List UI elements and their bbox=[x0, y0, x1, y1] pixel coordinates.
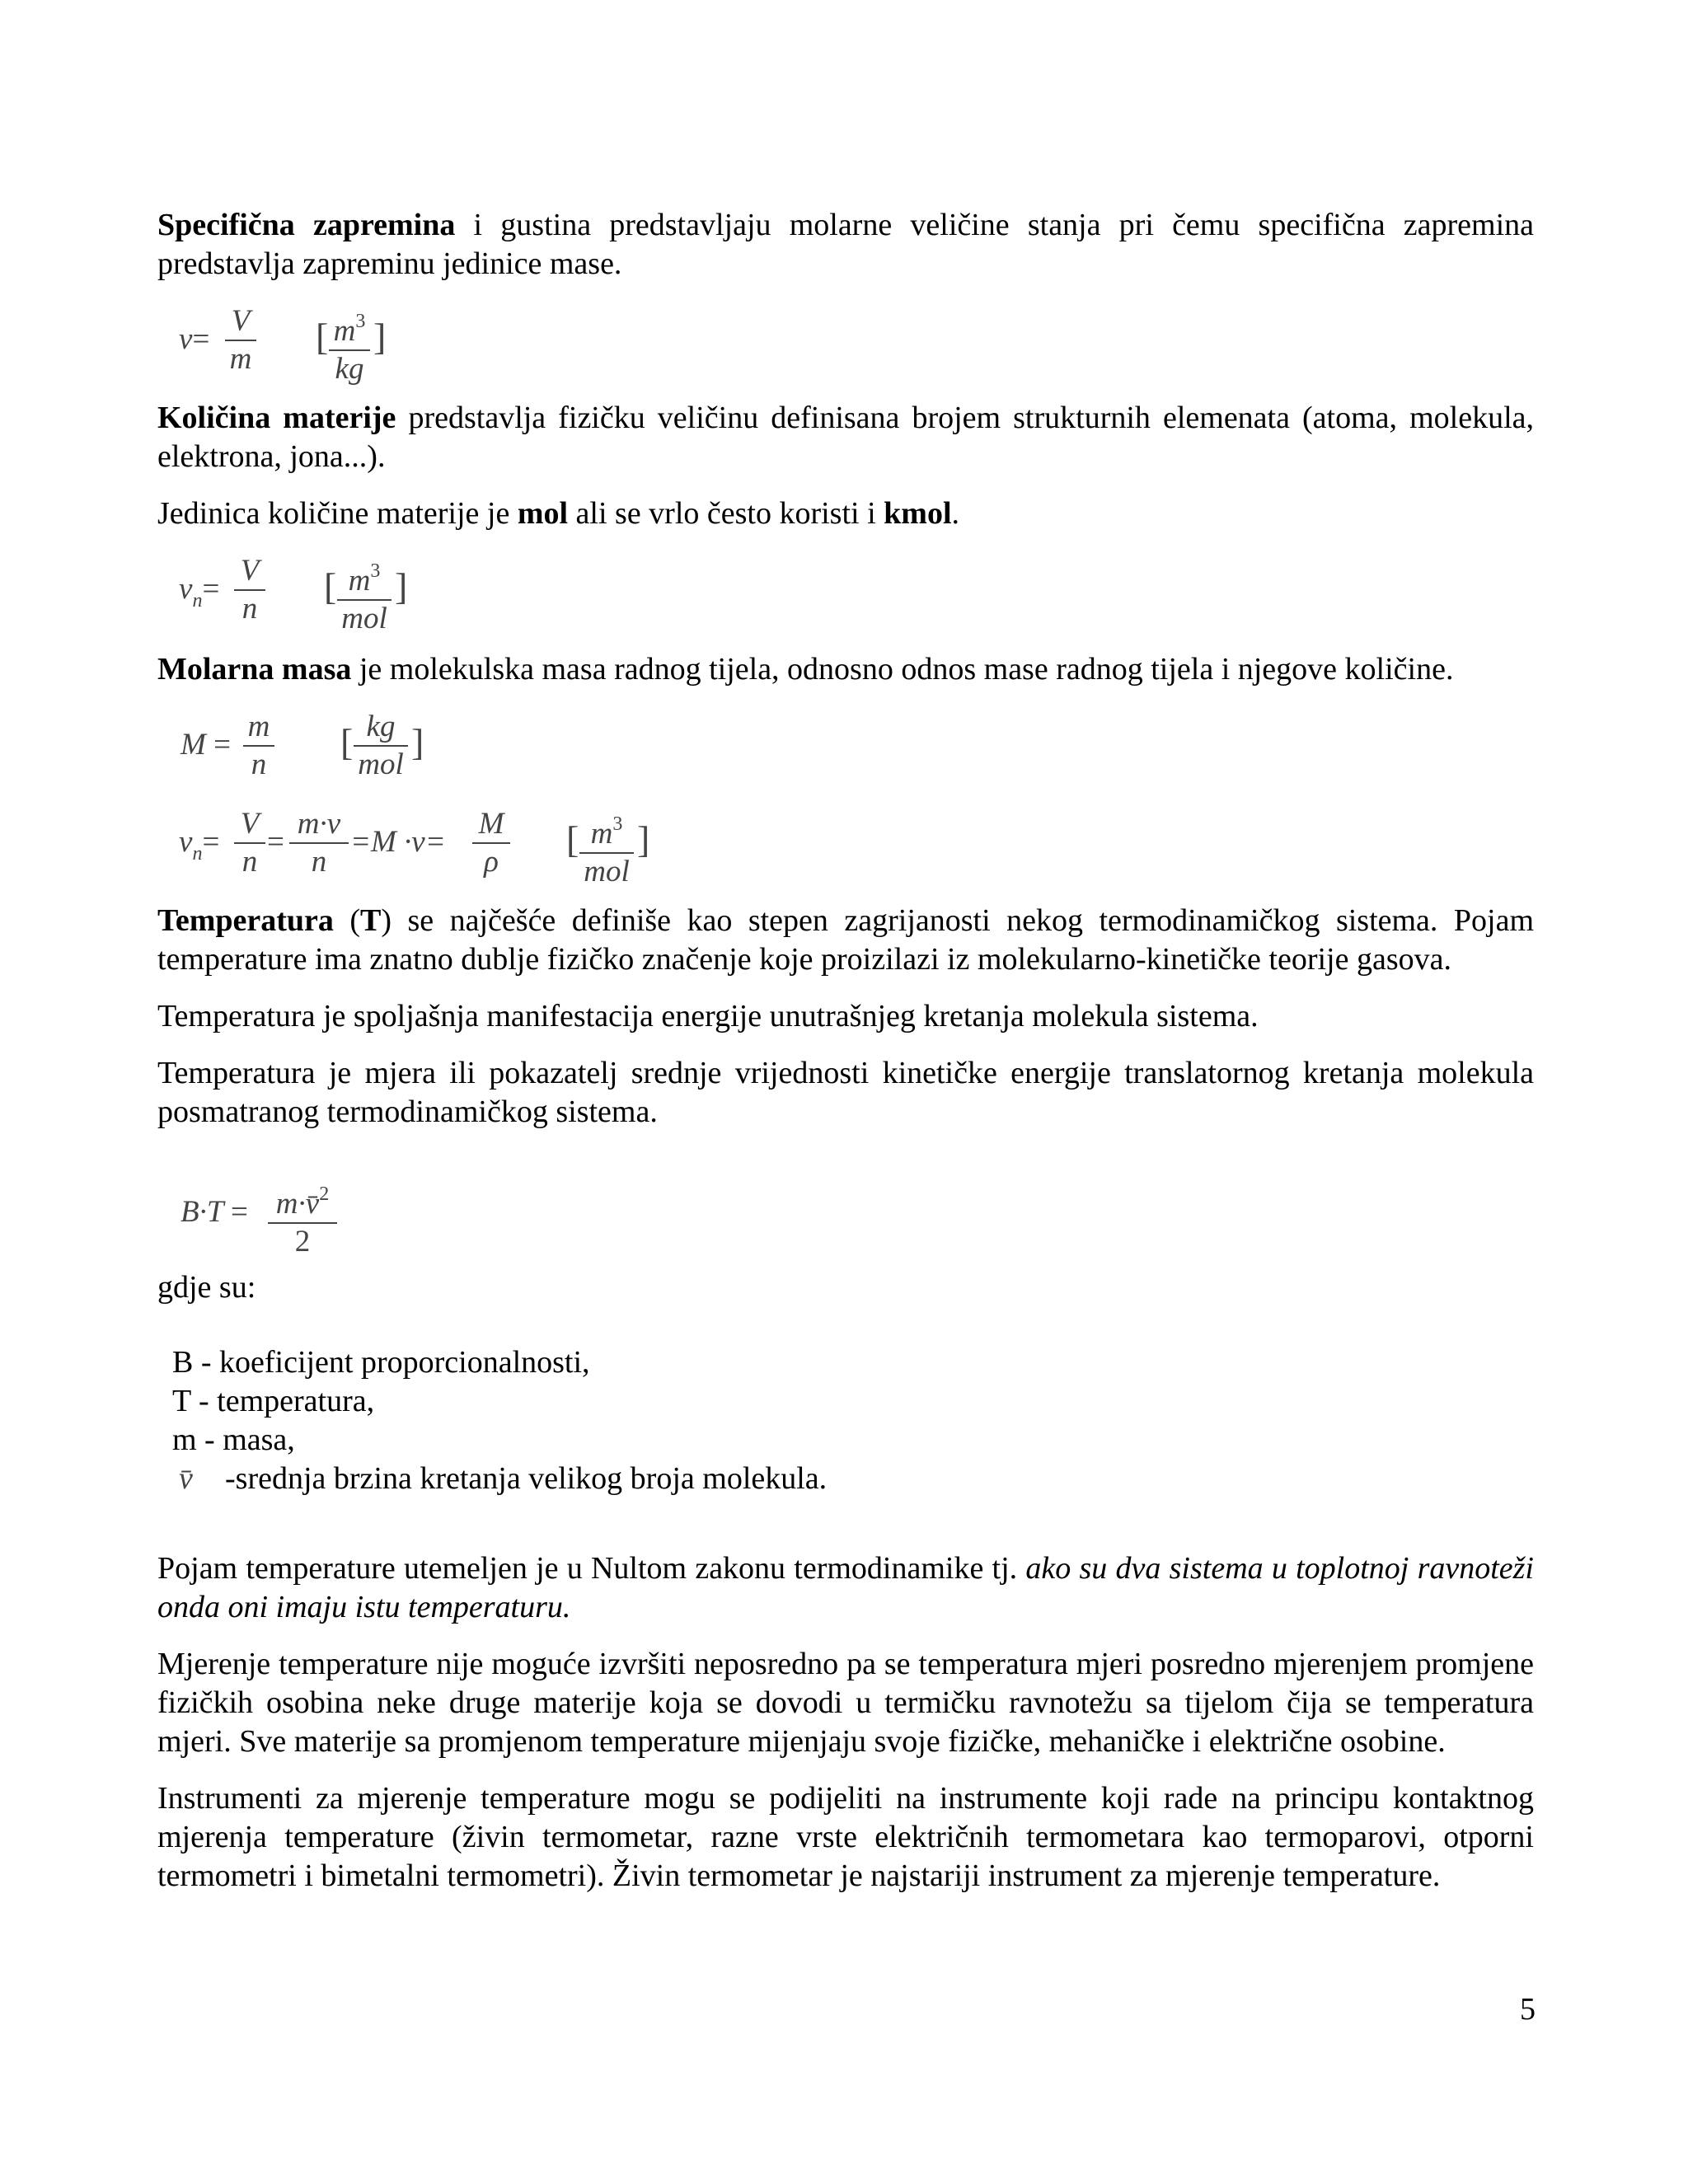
paragraph-instruments: Instrumenti za mjerenje temperature mogu se podijeliti na instrumente koji rade na principu kontaktnog mjerenja temperature (živin termometar, razne vrste električnih termometara kao termoparovi, otporni termometri i bimetalni termometri). Živin termometar je najstariji instrument za mjerenje temperature. bbox=[157, 1781, 1534, 1893]
legend-intro: gdje su: bbox=[157, 1270, 256, 1305]
paragraph-temperature-manifestation: Temperatura je spoljašnja manifestacija energije unutrašnjeg kretanja molekula sistema. bbox=[157, 999, 1259, 1033]
formula-molar-volume: $v_n=$ V n [ $m^3$ mol ] bbox=[179, 554, 408, 635]
formula-molar-volume-expanded: $v_n=$ V n = m·v n =M ·v= M ρ [ $m^3$ mol ] bbox=[179, 807, 650, 888]
formula-specific-volume: v= V m [ $m^3$ kg ] bbox=[179, 304, 387, 386]
page-content bbox=[157, 206, 1534, 1914]
unit-m3-per-kg: $m^3$ kg bbox=[329, 303, 370, 387]
paragraph-temperature-definition: Temperatura (T) se najčešće definiše kao stepen zagrijanosti nekog termodinamičkog sistema. Pojam temperature ima znatno dublje fizičko značenje koje proizilazi iz molekularno-kinetičke teorije gasova. bbox=[157, 903, 1535, 977]
paragraph-temperature-measure: Temperatura je mjera ili pokazatelj srednje vrijednosti kinetičke energije translatornog kretanja molekula posmatranog termodinamičkog sistema. bbox=[157, 1056, 1534, 1129]
term-specific-volume: Specifična zapremina bbox=[157, 208, 456, 242]
legend-item: m - masa, bbox=[172, 1422, 295, 1457]
paragraph-measurement: Mjerenje temperature nije moguće izvršiti neposredno pa se temperatura mjeri posredno mjerenjem promjene fizičkih osobina neke druge materije koja se dovodi u termičku ravnotežu sa tijelom čija se temperatura mjeri. Sve materije sa promjenom temperature mijenjaju svoje fizičke, mehaničke i električne osobine. bbox=[157, 1647, 1534, 1759]
legend-item: B - koeficijent proporcionalnosti, bbox=[172, 1345, 590, 1380]
paragraph-molar-mass: Molarna masa je molekulska masa radnog tijela, odnosno odnos mase radnog tijela i njegove količine. bbox=[157, 652, 1454, 687]
paragraph-specific-volume: Specifična zapremina i gustina predstavljaju molarne veličine stanja pri čemu specifična zapremina predstavlja zapreminu jedinice mase. bbox=[157, 208, 1534, 281]
formula-kinetic-energy: B·T = m·v̄$^2$ 2 bbox=[157, 1174, 1534, 1265]
paragraph-mol-unit: Jedinica količine materije je mol ali se vrlo često koristi i kmol. bbox=[157, 496, 960, 531]
unit-kg-per-mol: kg mol bbox=[354, 709, 408, 783]
symbol-legend bbox=[172, 1343, 1534, 1498]
legend-item: T - temperatura, bbox=[172, 1384, 375, 1418]
paragraph-zeroth-law: Pojam temperature utemeljen je u Nultom zakonu termodinamike tj. ako su dva sistema u toplotnoj ravnoteži onda oni imaju istu temperaturu. bbox=[157, 1551, 1534, 1624]
fraction-v-over-m: V m bbox=[225, 303, 256, 377]
page-number: 5 bbox=[1520, 1992, 1536, 2027]
formula-molar-mass: M = m n [ kg mol ] bbox=[181, 710, 424, 781]
unit-m3-per-mol: $m^3$ mol bbox=[337, 553, 392, 637]
paragraph-amount-of-substance: Količina materije predstavlja fizičku veličinu definisana brojem strukturnih elemenata (atoma, molekula, elektrona, jona...). bbox=[157, 401, 1534, 474]
legend-item: v̄ -srednja brzina kretanja velikog broja molekula. bbox=[179, 1461, 828, 1496]
